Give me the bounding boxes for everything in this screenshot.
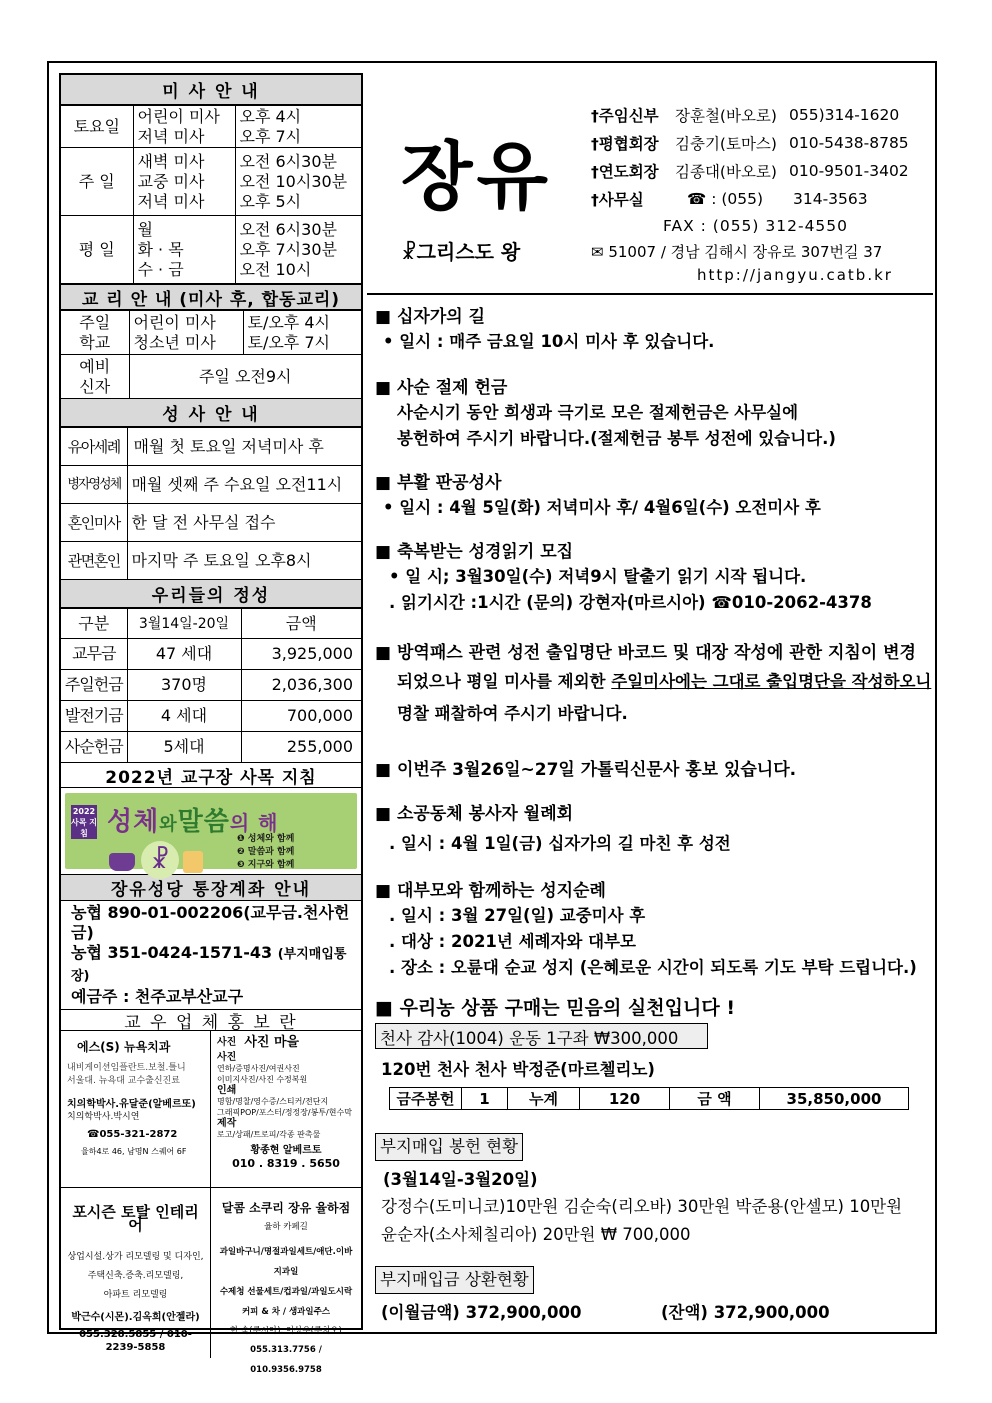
land-repayment-month: (이월금액) 372,900,000 xyxy=(381,1303,582,1322)
sacrament-value-baptism: 매월 첫 토요일 저녁미사 후 xyxy=(127,428,361,466)
catechism-title: 교 리 안 내 (미사 후, 합동교리) xyxy=(61,284,361,310)
sacrament-label-baptism: 유아세례 xyxy=(61,428,127,466)
sacrament-value-sick-communion: 매월 셋째 주 수요일 오전11시 xyxy=(127,466,361,504)
banner-items: ❶ 성체와 함께 ❷ 말씀과 함께 ❸ 지구와 함께 xyxy=(237,834,295,870)
catechism-times: 토/오후 4시 토/오후 7시 xyxy=(243,311,361,355)
account-line-2: 농협 351-0424-1571-43 (부지매입통장) xyxy=(71,943,347,984)
bulletin-page xyxy=(47,61,937,1375)
land-donation-line1: 강정수(도미니코)10만원 김순숙(리오바) 30만원 박준용(안셀모) 10만원 xyxy=(381,1197,903,1216)
notice-pilgrimage: ■ 대부모와 함께하는 성지순례 . 일시 : 3월 27일(일) 교중미사 후 . 대상 : 2021년 세례자와 대부모 . 장소 : 오륜대 순교 성지 (은혜로운 시간이 되도록 기도 부탁 드립니다.) xyxy=(375,879,935,981)
offering-row-label: 주일헌금 xyxy=(61,670,127,701)
offering-row-count: 370명 xyxy=(127,670,241,701)
banner-year-badge: 2022 사목 지침 xyxy=(71,807,97,838)
banner-title: 성체와말씀의 해 xyxy=(107,807,279,837)
notice-bible-reading: ■ 축복받는 성경읽기 모집 • 일 시; 3월30일(수) 저녁9시 탈출기 읽기 시작 됩니다. . 읽기시간 :1시간 (문의) 강현자(마르시아) ☎010-2062-4378 xyxy=(375,540,935,616)
catechism-catechumen-time: 주일 오전9시 xyxy=(129,355,361,399)
offering-row-amount: 3,925,000 xyxy=(241,639,361,670)
land-donation-line2: 윤순자(소사체칠리아) 20만원 ₩ 700,000 xyxy=(381,1225,691,1244)
notice-newspaper: ■ 이번주 3월26일~27일 가톨릭신문사 홍보 있습니다. xyxy=(375,758,935,782)
angel-campaign-donor: 120번 천사 천사 박정준(마르첼리노) xyxy=(381,1060,655,1079)
address: ✉ 51007 / 경남 김해시 장유로 307번길 37 xyxy=(591,243,883,261)
land-repayment-values xyxy=(375,1300,935,1326)
chi-rho-icon: ☧ xyxy=(141,841,179,879)
angel-campaign xyxy=(375,1023,935,1110)
offering-row-label: 교무금 xyxy=(61,639,127,670)
mass-names-sun: 새벽 미사 교중 미사 저녁 미사 xyxy=(133,148,235,216)
mass-times-sat: 오후 4시 오후 7시 xyxy=(235,106,361,148)
mass-label-weekday: 평 일 xyxy=(61,216,133,284)
ad-fruit: 달콤 소쿠리 장유 율하점 율하 카페길 과일바구니/명절과일세트/애단.이바지과일 수제청 선물세트/컵과일/과일도시락 커피 & 차 / 생과일주스 한 숙(루시아). 이상우(루치오) 055.313.7756 / 010.9356.9758 xyxy=(219,1201,353,1375)
notice-confession: ■ 부활 판공성사 • 일시 : 4월 5일(화) 저녁미사 후/ 4월6일(수) 오전미사 후 xyxy=(375,471,935,521)
notice-uri-nong: ■ 우리농 상품 구매는 믿음의 실천입니다 ! xyxy=(375,994,935,1022)
catechism-names: 어린이 미사 청소년 미사 xyxy=(129,311,243,355)
offering-row-amount: 255,000 xyxy=(241,732,361,763)
offerings-header-amount: 금액 xyxy=(241,609,361,639)
notice-community-meeting: ■ 소공동체 봉사자 월례회 . 일시 : 4월 1일(금) 십자가의 길 마친 후 성전 xyxy=(375,802,935,862)
land-donation-box: 부지매입 봉헌 현황 xyxy=(375,1133,523,1161)
catechism-label-sunday-school: 주일 학교 xyxy=(61,311,129,355)
offering-row-count: 47 세대 xyxy=(127,639,241,670)
account-line-1: 농협 890-01-002206(교무금.천사헌금) xyxy=(71,903,350,942)
bulletin-title: 장유 xyxy=(401,134,552,220)
offering-row-amount: 700,000 xyxy=(241,701,361,732)
land-repayment xyxy=(375,1266,935,1326)
accounts-info xyxy=(61,901,361,1009)
land-donation-period: (3월14일-3월20일) xyxy=(383,1170,538,1189)
angel-campaign-box: 천사 감사(1004) 운동 1구좌 ₩300,000 xyxy=(375,1023,708,1049)
contact-row: †평협회장 김충기(토마스) 010-5438-8785 xyxy=(591,134,909,153)
angel-campaign-table: 금주봉헌 1 누계 120 금 액 35,850,000 xyxy=(389,1087,909,1110)
ads-title: 교 우 업 체 홍 보 란 xyxy=(61,1009,361,1031)
guideline-title: 2022년 교구장 사목 지침 xyxy=(61,763,361,788)
mass-label-sat: 토요일 xyxy=(61,106,133,148)
ads-grid xyxy=(61,1031,361,1375)
book-icon xyxy=(183,851,203,873)
notice-stations: ■ 십자가의 길 • 일시 : 매주 금요일 10시 미사 후 있습니다. xyxy=(375,305,935,355)
left-column xyxy=(59,73,363,1375)
offering-row-count: 4 세대 xyxy=(127,701,241,732)
mass-title: 미 사 안 내 xyxy=(61,75,361,105)
guideline-banner xyxy=(61,788,361,875)
contact-list xyxy=(591,101,909,213)
notice-lent-offering: ■ 사순 절제 헌금 사순시기 동안 희생과 극기로 모은 절제헌금은 사무실에 봉헌하여 주시기 바랍니다.(절제헌금 봉투 성전에 있습니다.) xyxy=(375,376,935,452)
guideline-banner-image xyxy=(65,793,357,874)
ad-photo: 사진 사진 마을 사진 연하/증명사진/여권사진 이미지사진/사진 수정복원 인쇄 명함/명찰/영수증/스티커/전단지 그래픽POP/포스터/정정장/봉투/현수막 제작 로고/상패/트로피/각종 판촉물 황종현 알베르토 010 . 8319 . 5650 xyxy=(211,1031,361,1188)
grapes-icon xyxy=(109,853,135,871)
mass-names-sat: 어린이 미사 저녁 미사 xyxy=(133,106,235,148)
offering-row-label: 사순헌금 xyxy=(61,732,127,763)
sacraments-title: 성 사 안 내 xyxy=(61,399,361,427)
offering-row-label: 발전기금 xyxy=(61,701,127,732)
contact-row: †사무실 ☎ : (055) 314-3563 xyxy=(591,190,868,209)
masthead xyxy=(367,73,933,295)
offerings-title: 우리들의 정성 xyxy=(61,580,361,608)
mass-times-weekday: 오전 6시30분 오후 7시30분 오전 10시 xyxy=(235,216,361,284)
mass-times-sun: 오전 6시30분 오전 10시30분 오후 5시 xyxy=(235,148,361,216)
ad-interior: 포시즌 토탈 인테리어 상업시설.상가 리모델링 및 디자인, 주택신축.증축.리모델링, 아파트 리모델링 박근수(시몬).김옥희(안젤라) 055.328.5855 / 010-2239-5858 xyxy=(61,1188,211,1358)
offerings-header-period: 3월14일-20일 xyxy=(127,609,241,639)
bulletin-subtitle: ☧그리스도 왕 xyxy=(401,240,521,264)
offering-row-amount: 2,036,300 xyxy=(241,670,361,701)
catechism-table xyxy=(61,310,361,399)
offering-row-count: 5세대 xyxy=(127,732,241,763)
accounts-title: 장유성당 통장계좌 안내 xyxy=(61,875,361,901)
mass-label-sun: 주 일 xyxy=(61,148,133,216)
sacrament-value-wedding: 한 달 전 사무실 접수 xyxy=(127,504,361,542)
catechism-label-catechumen: 예비 신자 xyxy=(61,355,129,399)
land-repayment-box: 부지매입금 상환현황 xyxy=(375,1266,534,1294)
sacrament-label-wedding: 혼인미사 xyxy=(61,504,127,542)
sacrament-label-sick-communion: 병자영성체 xyxy=(61,466,127,504)
land-donation xyxy=(375,1133,935,1249)
offerings-table xyxy=(61,608,361,763)
contact-row: †주임신부 장훈철(바오로) 055)314-1620 xyxy=(591,106,900,125)
land-repayment-balance: (잔액) 372,900,000 xyxy=(661,1303,830,1322)
contact-row: †연도회장 김종대(바오로) 010-9501-3402 xyxy=(591,162,909,181)
ad-dental: 에스(S) 뉴욕치과 내비게이션임플란트.보철.틀니 서울대. 뉴욕대 교수출신진료 치의학박사.유달준(알베르또) 치의학박사.박시연 ☎055-321-2872 율하4로 46, 남명N 스퀘어 6F xyxy=(61,1031,211,1188)
sacrament-label-dispensation: 관면혼인 xyxy=(61,542,127,580)
sacrament-value-dispensation: 마지막 주 토요일 오후8시 xyxy=(127,542,361,580)
website-url: http://jangyu.catb.kr xyxy=(697,266,893,284)
sacraments-table xyxy=(61,427,361,580)
offerings-header-type: 구분 xyxy=(61,609,127,639)
mass-table xyxy=(61,105,361,284)
mass-names-weekday: 월 화 · 목 수 · 금 xyxy=(133,216,235,284)
account-holder: 예금주 : 천주교부산교구 xyxy=(71,987,244,1006)
fax-number: FAX : (055) 312-4550 xyxy=(663,217,849,235)
notice-vaccine-pass: ■ 방역패스 관련 성전 출입명단 바코드 및 대장 작성에 관한 지침이 변경 되었으나 평일 미사를 제외한 주일미사에는 그대로 출입명단을 작성하오니 명찰 패찰하여 주시기 바랍니다. xyxy=(375,641,935,729)
